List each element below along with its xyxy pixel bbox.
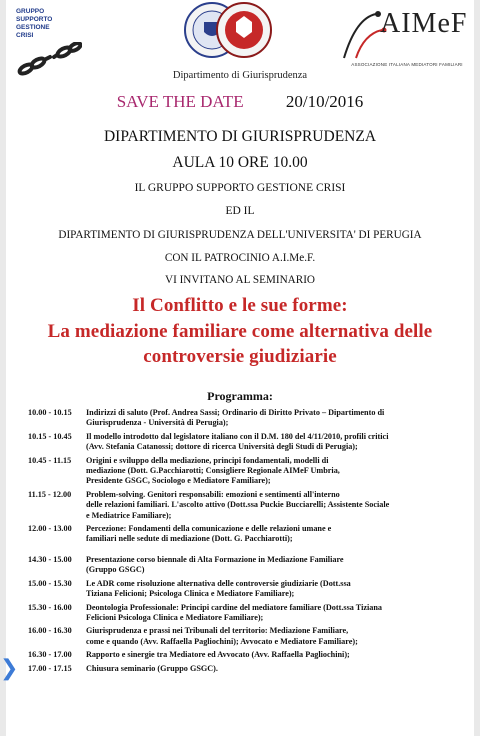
aimef-caption: ASSOCIAZIONE ITALIANA MEDIATORI FAMILIARI — [351, 62, 463, 67]
schedule-time: 10.45 - 11.15 — [28, 455, 72, 465]
flyer-page — [6, 0, 474, 736]
schedule-line: Rapporto e sinergie tra Mediatore ed Avvocato (Avv. Raffaella Pagliochini); — [86, 650, 350, 660]
schedule-line: Giurisprudenza e prassi nei Tribunali del territorio: Mediazione Familiare, — [86, 626, 349, 636]
schedule-time: 16.00 - 16.30 — [28, 626, 72, 636]
event-date: 20/10/2016 — [285, 92, 364, 111]
schedule-time: 15.00 - 15.30 — [28, 578, 72, 588]
schedule-line: Presidente GSGC, Sociologo e Mediatore Familiare); — [86, 476, 271, 486]
schedule-row — [28, 432, 458, 453]
organizer-conjunction: ED IL — [225, 205, 255, 217]
schedule-row — [28, 524, 458, 545]
schedule-description — [86, 579, 458, 600]
organizer-university: DIPARTIMENTO DI GIURISPRUDENZA DELL'UNIVERSITA' DI PERUGIA — [58, 229, 422, 241]
schedule-row — [28, 490, 458, 521]
schedule-time: 10.15 - 10.45 — [28, 431, 72, 441]
schedule-time: 10.00 - 10.15 — [28, 408, 72, 417]
schedule-line: e Mediatrice Familiare); — [86, 510, 172, 520]
schedule-row — [28, 408, 458, 429]
schedule-row — [28, 664, 458, 674]
schedule-time: 11.15 - 12.00 — [28, 489, 72, 499]
schedule-line: familiari nelle sedute di mediazione (Dott. G. Pacchiarotti); — [86, 534, 293, 544]
invitation-line: VI INVITANO AL SEMINARIO — [164, 274, 315, 286]
gsgc-line: GRUPPO — [16, 8, 45, 15]
seminar-title-line-2: La mediazione familiare come alternativa delle — [47, 321, 433, 342]
patronage-line: CON IL PATROCINIO A.I.Me.F. — [164, 252, 316, 264]
schedule-time: 16.30 - 17.00 — [28, 650, 72, 660]
schedule-line: Felicioni Psicologa Clinica e Mediatore Familiare); — [86, 612, 264, 622]
seminar-title-line-1: Il Conflitto e le sue forme: — [132, 295, 348, 316]
gsgc-line: GESTIONE — [16, 24, 50, 31]
schedule-description — [86, 603, 458, 624]
save-the-date-label: SAVE THE DATE — [116, 92, 244, 111]
schedule-line: Indirizzi di saluto (Prof. Andrea Sassi; Ordinario di Diritto Privato – Dipartimento di — [86, 408, 385, 417]
schedule-description — [86, 432, 458, 453]
schedule-line: (Avv. Stefania Catanossi; dottore di ricerca Università degli Studi di Perugia); — [86, 442, 358, 452]
seminar-title-line-3: controversie giudiziarie — [143, 346, 337, 367]
program-schedule — [28, 408, 458, 677]
schedule-row — [28, 650, 458, 660]
room-time: AULA 10 ORE 10.00 — [172, 154, 308, 171]
university-seal — [178, 0, 278, 70]
university-seal-icon — [178, 0, 278, 70]
save-the-date-line — [6, 92, 474, 112]
schedule-line: Giurisprudenza - Università di Perugia); — [86, 418, 229, 428]
aimef-wordmark: AIMeF — [380, 8, 468, 39]
gsgc-logo-text — [16, 8, 80, 40]
schedule-line: Origini e sviluppo della mediazione, principi fondamentali, modelli di — [86, 455, 329, 465]
schedule-line: Percezione: Fondamenti della comunicazione e delle relazioni umane e — [86, 524, 332, 534]
schedule-time: 15.30 - 16.00 — [28, 602, 72, 612]
schedule-line: Chiusura seminario (Gruppo GSGC). — [86, 663, 218, 673]
schedule-row — [28, 603, 458, 624]
organizer-line: IL GRUPPO SUPPORTO GESTIONE CRISI — [134, 182, 346, 194]
schedule-row — [28, 555, 458, 576]
program-heading: Programma: — [207, 389, 273, 403]
schedule-line: mediazione (Dott. G.Pacchiarotti; Consigliere Regionale AIMeF Umbria, — [86, 466, 340, 476]
schedule-line: (Gruppo GSGC) — [86, 565, 145, 575]
schedule-line: delle relazioni familiari. L'ascolto attivo (Dott.ssa Puckie Bucciarelli; Assistente Sociale — [86, 500, 390, 510]
schedule-description — [86, 490, 458, 521]
schedule-description — [86, 650, 458, 660]
schedule-line: Presentazione corso biennale di Alta Formazione in Mediazione Familiare — [86, 554, 344, 564]
schedule-time: 17.00 - 17.15 — [28, 663, 72, 673]
schedule-row — [28, 456, 458, 487]
schedule-line: Le ADR come risoluzione alternativa delle controversie giudiziarie (Dott.ssa — [86, 578, 351, 588]
schedule-description — [86, 555, 458, 576]
department-subtitle: Dipartimento di Giurisprudenza — [172, 70, 308, 81]
schedule-row — [28, 626, 458, 647]
schedule-description — [86, 626, 458, 647]
gsgc-line: CRISI — [16, 32, 34, 39]
schedule-description — [86, 664, 458, 674]
gsgc-line: SUPPORTO — [16, 16, 53, 23]
gsgc-logo — [10, 4, 80, 70]
schedule-description — [86, 408, 458, 429]
aimef-logo — [336, 8, 476, 74]
department-heading: DIPARTIMENTO DI GIURISPRUDENZA — [103, 128, 377, 145]
schedule-line: Tiziana Felicioni; Psicologa Clinica e Mediatore Familiare); — [86, 589, 295, 599]
schedule-description — [86, 456, 458, 487]
schedule-time: 12.00 - 13.00 — [28, 524, 72, 534]
schedule-row — [28, 579, 458, 600]
schedule-time: 14.30 - 15.00 — [28, 554, 72, 564]
chevron-right-icon[interactable]: ❯ — [0, 656, 19, 681]
schedule-description — [86, 524, 458, 545]
schedule-line: come e quando (Avv. Raffaella Pagliochini); Avvocato e Mediatore Familiare); — [86, 636, 358, 646]
schedule-line: Il modello introdotto dal legislatore italiano con il D.M. 180 del 4/11/2010, profili critici — [86, 431, 389, 441]
schedule-line: Problem-solving. Genitori responsabili: emozioni e sentimenti all'interno — [86, 489, 340, 499]
schedule-line: Deontologia Professionale: Principi cardine del mediatore familiare (Dott.ssa Tiziana — [86, 602, 383, 612]
